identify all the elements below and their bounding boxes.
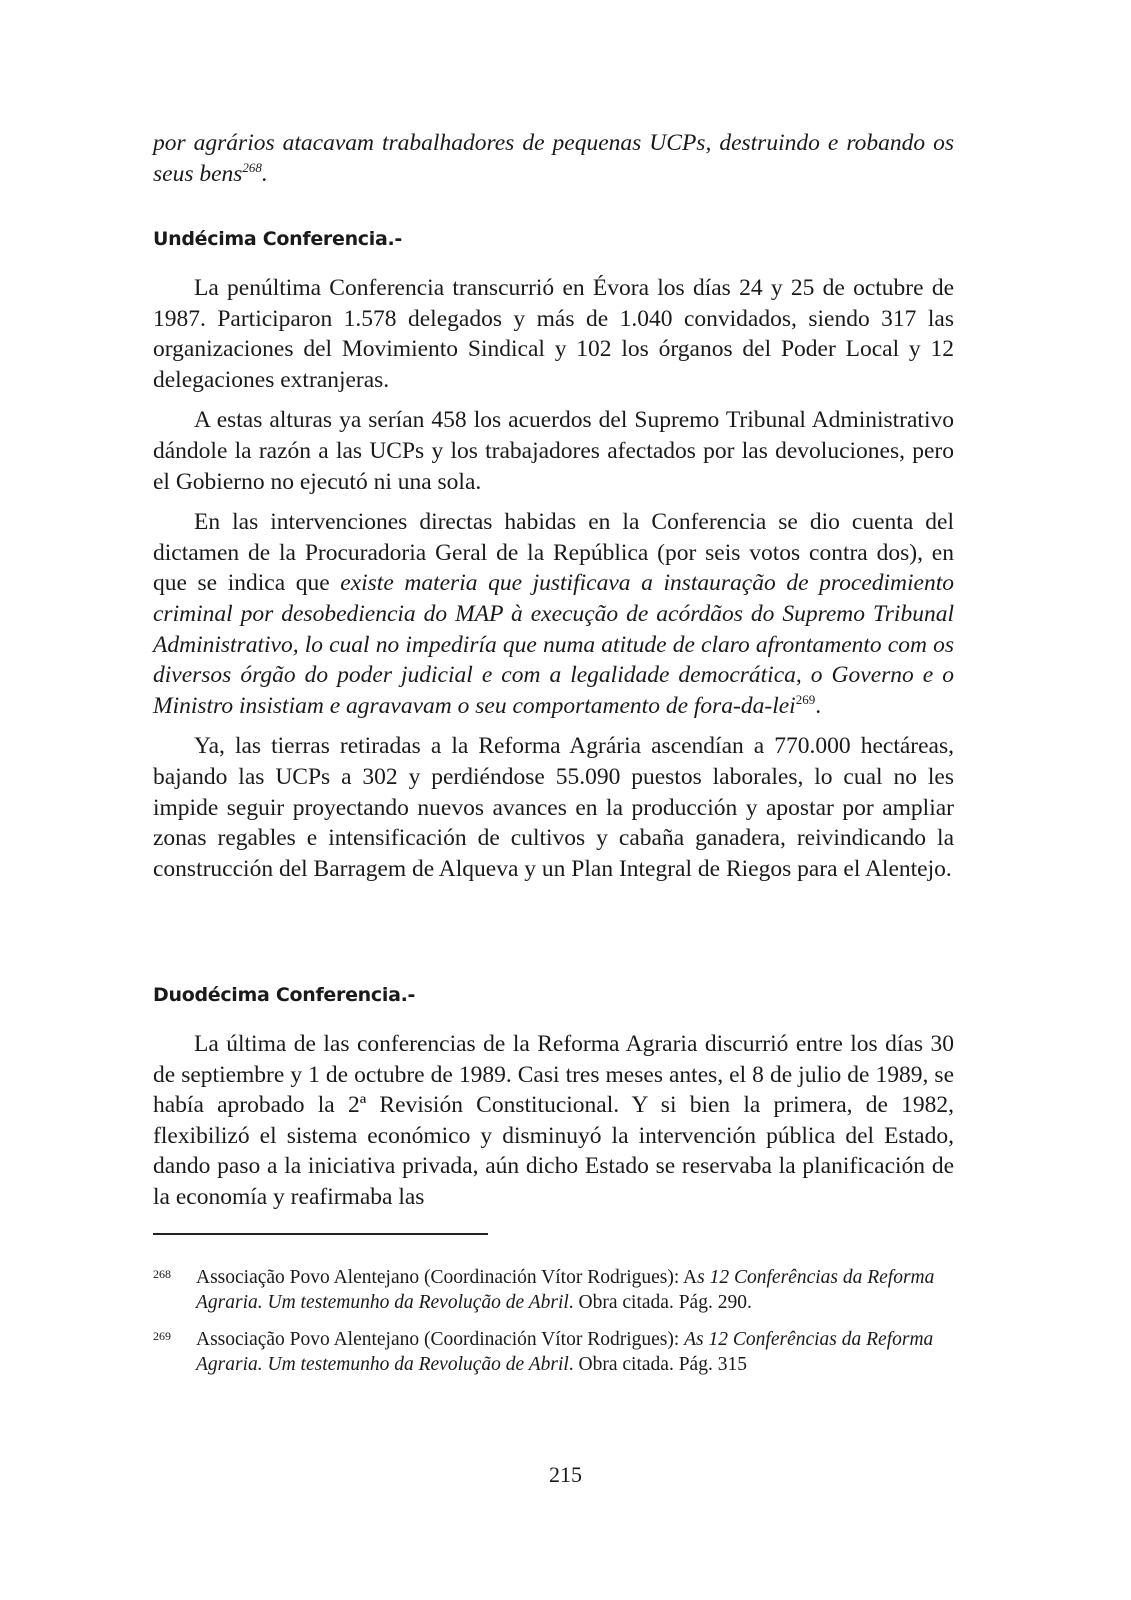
paragraph: A estas alturas ya serían 458 los acuerdos del Supremo Tribunal Administrativo dándole la razón a las UCPs y los trabajadores afectados por las devoluciones, pero el Gobierno no ejecutó ni una sola. [153, 407, 954, 495]
page-number: 215 [549, 1462, 582, 1487]
section-undecima [153, 273, 954, 894]
paragraph: Ya, las tierras retiradas a la Reforma Agrária ascendían a 770.000 hectáreas, bajando las UCPs a 302 y perdiéndose 55.090 puestos laborales, lo cual no les impide seguir proyectando nuevos avances en la producción y apostar por ampliar zonas regables e intensificación de cultivos y cabaña ganadera, reivindicando la construcción del Barragem de Alqueva y un Plan Integral de Riegos para el Alentejo. [153, 733, 954, 882]
paragraph: La penúltima Conferencia transcurrió en Évora los días 24 y 25 de octubre de 1987. Participaron 1.578 delegados y más de 1.040 convidados, siendo 317 las organizaciones del Movimiento Sindical y 102 los órganos del Poder Local y 12 delegaciones extranjeras. [153, 275, 954, 393]
paragraph-tail: . [815, 692, 822, 719]
footnote-author: Associação Povo Alentejano (Coordinación Vítor Rodrigues): A [196, 1267, 698, 1288]
book-page [153, 128, 954, 1375]
footnote-ref-269[interactable]: 269 [795, 691, 816, 707]
continuation-tail: . [261, 160, 268, 187]
footnote-citation: . Obra citada. Pág. 315 [568, 1354, 747, 1375]
footnote-number: 269 [153, 1329, 171, 1343]
continuation-quote: por agrários atacavam trabalhadores de pequenas UCPs, destruindo e robando os seus bens [153, 130, 954, 187]
footnotes [153, 1265, 954, 1389]
quoted-text: existe materia que justificava a instauração de procedimiento criminal por desobediencia do MAP à execução de acórdãos do Supremo Tribunal Administrativo, lo cual no impediría que numa atitude de claro afrontamento com os diversos órgão do poder judicial e com a legalidade democrática, o Governo e o Ministro insistiam e agravavam o seu comportamento de fora-da-lei [153, 570, 954, 719]
footnote-268 [153, 1265, 954, 1315]
continuation-paragraph [153, 128, 954, 189]
paragraph: La última de las conferencias de la Reforma Agraria discurrió entre los días 30 de septiembre y 1 de octubre de 1989. Casi tres meses antes, el 8 de julio de 1989, se había aprobado la 2ª Revisión Constitucional. Y si bien la primera, de 1982, flexibilizó el sistema económico y disminuyó la intervención pública del Estado, dando paso a la iniciativa privada, aún dicho Estado se reservaba la planificación de la economía y reafirmaba las [153, 1031, 954, 1210]
section-heading-undecima: Undécima Conferencia.- [153, 228, 403, 250]
footnote-number: 268 [153, 1267, 171, 1281]
footnote-title: As 12 Conferências da Reforma Agraria. Um testemunho da Revolução de Abril [196, 1329, 934, 1375]
footnote-title: s 12 Conferências da Reforma Agraria. Um testemunho da Revolução de Abril [196, 1267, 935, 1313]
footnote-ref-268[interactable]: 268 [242, 159, 262, 175]
footnote-author: Associação Povo Alentejano (Coordinación Vítor Rodrigues): [196, 1329, 685, 1350]
paragraph-lead: En las intervenciones directas habidas en la Conferencia se dio cuenta del dictamen de la Procuradoria Geral de la República (por seis votos contra dos), en que se indica que [153, 509, 954, 597]
section-heading-duodecima: Duodécima Conferencia.- [153, 984, 416, 1006]
paragraph [153, 507, 954, 721]
section-duodecima [153, 1029, 954, 1213]
footnote-269 [153, 1327, 954, 1377]
footnote-separator [153, 1233, 488, 1235]
footnote-citation: . Obra citada. Pág. 290. [568, 1292, 752, 1313]
